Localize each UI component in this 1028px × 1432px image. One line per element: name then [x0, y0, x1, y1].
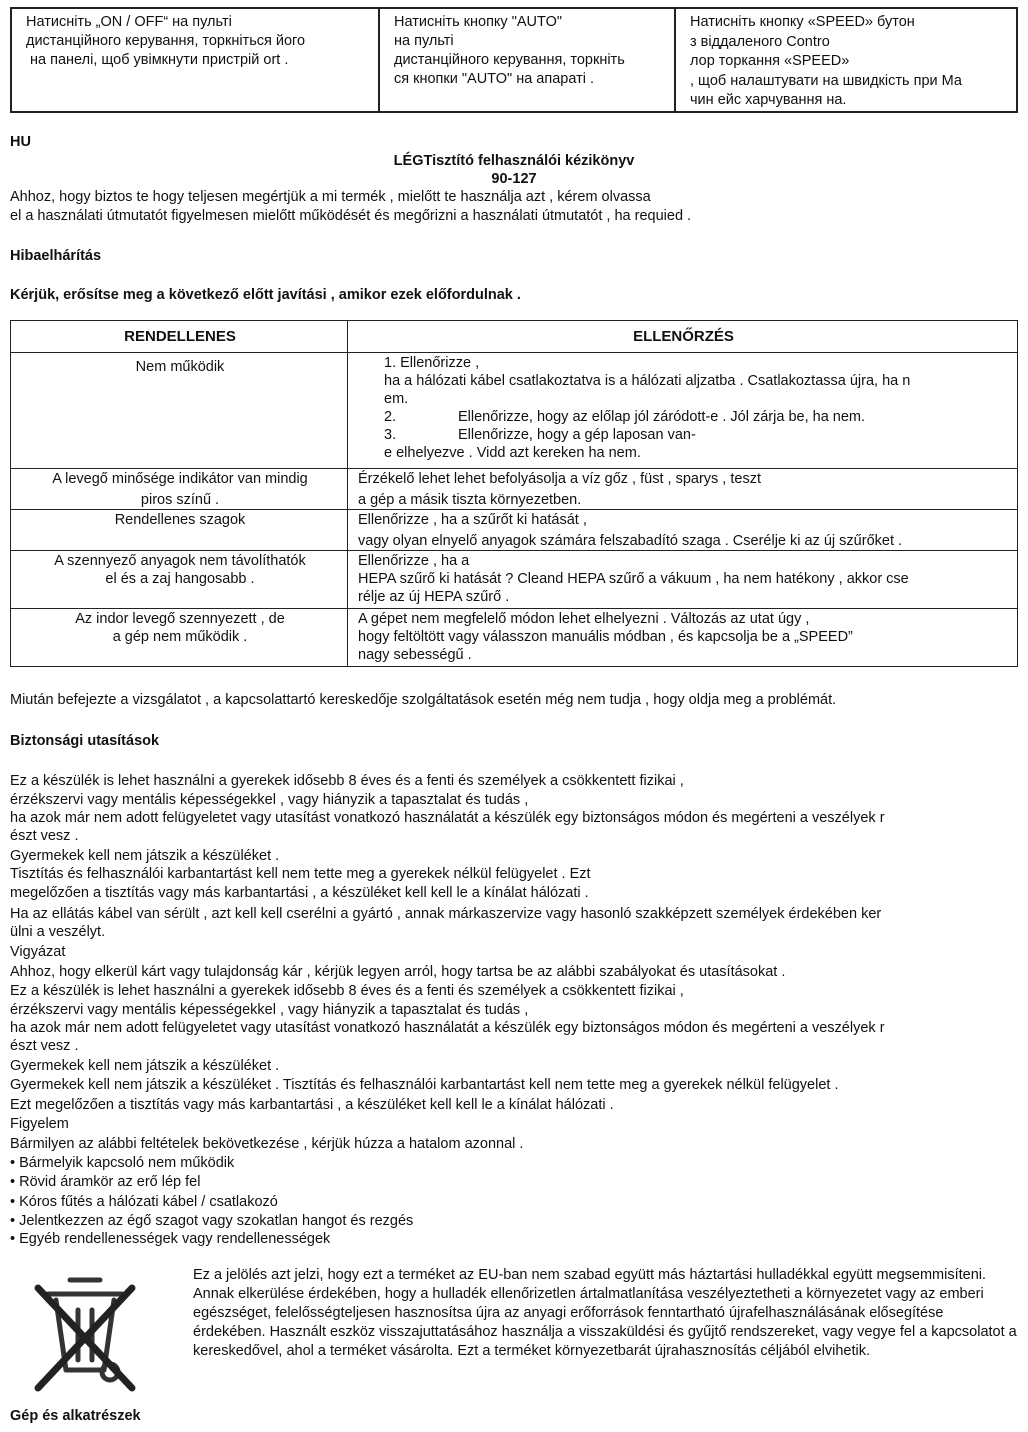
- parts-heading: Gép és alkatrészek: [10, 1408, 141, 1424]
- text-line: el és a zaj hangosabb .: [105, 571, 255, 587]
- text-line: дистанційного керування, торкніться його: [26, 33, 306, 49]
- text-line: hogy feltöltött vagy válasszon manuális módban , és kapcsolja be a „SPEED”: [358, 629, 853, 645]
- instruction-table: [10, 7, 1018, 113]
- text-line: Az indor levegő szennyezett , de: [75, 611, 285, 627]
- safety-line: • Egyéb rendellenességek vagy rendellenességek: [10, 1231, 331, 1247]
- text-line: Ellenőrizze, hogy az előlap jól záródott-e . Jól zárja be, ha nem.: [458, 409, 866, 425]
- text-line: з віддаленого Contro: [690, 33, 830, 50]
- text-line: e elhelyezve . Vidd azt kereken ha nem.: [384, 445, 641, 461]
- text-line: ha a hálózati kábel csatlakoztatva is a hálózati aljzatba . Csatlakoztassa újra, ha n: [384, 373, 911, 389]
- safety-line: • Jelentkezzen az égő szagot vagy szokatlan hangot és rezgés: [10, 1213, 414, 1229]
- list-number: 2.: [384, 409, 397, 425]
- safety-line: • Rövid áramkör az erő lép fel: [10, 1174, 201, 1190]
- problem-cell: Nem működik: [11, 353, 348, 469]
- text-line: Érzékelő lehet lehet befolyásolja a víz gőz , füst , sparys , teszt: [358, 471, 761, 487]
- text-line: лор торкання «SPEED»: [690, 53, 850, 69]
- safety-line: Gyermekek kell nem játszik a készüléket .: [10, 848, 280, 864]
- model-number: 90-127: [491, 171, 537, 187]
- page-title: LÉGTisztító felhasználói kézikönyv: [393, 153, 635, 169]
- text-line: Натисніть кнопку «SPEED» бутон: [690, 14, 915, 30]
- safety-line: Ha az ellátás kábel van sérült , azt kell kell cserélni a gyártó , annak márkaszervize vagy hasonló szakképzett személyek érdekében ker: [10, 906, 882, 922]
- check-cell: [348, 609, 1018, 667]
- after-check-note: Miután befejezte a vizsgálatot , a kapcsolattartó kereskedője szolgáltatások esetén még nem tudja , hogy oldja meg a problémát.: [10, 692, 837, 708]
- safety-line: • Bármelyik kapcsoló nem működik: [10, 1155, 235, 1171]
- check-cell: [348, 510, 1018, 551]
- text-line: nagy sebességű .: [358, 647, 472, 663]
- text-line: Ellenőrizze , ha a szűrőt ki hatását ,: [358, 512, 587, 528]
- safety-line: Tisztítás és felhasználói karbantartást kell nem tette meg a gyerekek nélkül felügyelet . Ezt: [10, 866, 591, 882]
- text-line: vagy olyan elnyelő anyagok számára felszabadító szaga . Cserélje ki az új szűrőket .: [358, 533, 903, 549]
- table-row: [11, 510, 1018, 551]
- header-problem: RENDELLENES: [11, 321, 348, 353]
- instruction-cell-speed: [675, 8, 1017, 112]
- safety-line: Ez a készülék is lehet használni a gyerekek idősebb 8 éves és a fenti és személyek a csökkentett fizikai ,: [10, 983, 684, 999]
- safety-line: ha azok már nem adott felügyeletet vagy utasítást vonatkozó használatát a készülék egy biztonságos módon és megérteni a veszélyek r: [10, 1020, 885, 1036]
- safety-line: észt vesz .: [10, 828, 79, 844]
- intro-line: Ahhoz, hogy biztos te hogy teljesen megértjük a mi termék , mielőtt te használja azt , kérem olvassa: [10, 189, 651, 205]
- intro-line: el a használati útmutatót figyelmesen mielőtt működését és megőrizni a használati útmutatót , ha requied .: [10, 208, 692, 224]
- safety-line: Ezt megelőzően a tisztítás vagy más karbantartási , a készüléket kell kell le a kínálat hálózati .: [10, 1097, 614, 1113]
- text-line: Натисніть „ON / OFF“ на пульті: [26, 14, 232, 30]
- check-cell: [348, 353, 1018, 469]
- safety-line: megelőzően a tisztítás vagy más karbantartási , a készüléket kell kell le a kínálat hálózati .: [10, 885, 589, 901]
- text-line: на панелі, щоб увімкнути пристрій ort .: [26, 52, 289, 68]
- troubleshooting-heading: Hibaelhárítás: [10, 248, 102, 264]
- safety-line: ha azok már nem adott felügyeletet vagy utasítást vonatkozó használatát a készülék egy biztonságos módon és megérteni a veszélyek r: [10, 810, 885, 826]
- table-row: [11, 609, 1018, 667]
- text-line: дистанційного керування, торкніть: [394, 52, 625, 68]
- text-line: A gépet nem megfelelő módon lehet elhelyezni . Változás az utat úgy ,: [358, 611, 810, 627]
- text-line: Ellenőrizze, hogy a gép laposan van-: [458, 427, 696, 443]
- text-line: , щоб налаштувати на швидкість при Ма: [690, 72, 962, 89]
- text-line: em.: [384, 391, 409, 407]
- confirm-line: Kérjük, erősítse meg a következő előtt javítási , amikor ezek előfordulnak .: [10, 287, 521, 303]
- safety-line: Vigyázat: [10, 944, 66, 960]
- text-line: Натисніть кнопку "AUTO": [394, 14, 563, 30]
- table-row: [11, 469, 1018, 510]
- text-line: rélje az új HEPA szűrő .: [358, 589, 510, 605]
- problem-cell: [11, 551, 348, 609]
- safety-line: Gyermekek kell nem játszik a készüléket . Tisztítás és felhasználói karbantartást kell nem tette meg a gyerekek nélkül felügyelet .: [10, 1077, 839, 1093]
- language-code: HU: [10, 134, 31, 150]
- text-line: a gép nem működik .: [112, 629, 248, 645]
- text-line: на пульті: [394, 33, 454, 49]
- safety-line: érzékszervi vagy mentális képességekkel , vagy hiányzik a tapasztalat és tudás ,: [10, 792, 529, 808]
- safety-line: érzékszervi vagy mentális képességekkel , vagy hiányzik a tapasztalat és tudás ,: [10, 1002, 529, 1018]
- table-row: [11, 551, 1018, 609]
- text-line: piros színű .: [140, 492, 220, 508]
- text-line: a gép a másik tiszta környezetben.: [358, 492, 582, 508]
- weee-disposal-note: Ez a jelölés azt jelzi, hogy ezt a terméket az EU-ban nem szabad együtt más háztartási hulladékkal együtt megsemmisíteni. Annak elkerülése érdekében, hogy a hulladék ellenőrizetlen ártalmatlanítása veszélyeztetheti a környezetet vagy az emberi egészséget, felelősségteljesen hasznosítsa újra az anyagi erőforrások fenntartható újrafelhasználásának elősegítése érdekében. Használt eszköz visszajuttatásához használja a visszaküldési és gyűjtő rendszereket, vagy vegye fel a kapcsolatot a kereskedővel, ahol a terméket vásárolta. Ezt a terméket környezetbarát újrahasznosítás céljából elvihetik.: [193, 1267, 1017, 1359]
- safety-line: Ez a készülék is lehet használni a gyerekek idősebb 8 éves és a fenti és személyek a csökkentett fizikai ,: [10, 773, 684, 789]
- crossed-out-bin-icon: [30, 1270, 140, 1400]
- text-line: HEPA szűrő ki hatását ? Cleand HEPA szűrő a vákuum , ha nem hatékony , akkor cse: [358, 571, 909, 587]
- safety-line: Bármilyen az alábbi feltételek bekövetkezése , kérjük húzza a hatalom azonnal .: [10, 1136, 524, 1152]
- instruction-cell-auto: [379, 8, 675, 112]
- safety-heading: Biztonsági utasítások: [10, 733, 160, 749]
- problem-cell: Rendellenes szagok: [11, 510, 348, 551]
- troubleshooting-table: [10, 320, 1018, 667]
- safety-line: Gyermekek kell nem játszik a készüléket .: [10, 1058, 280, 1074]
- problem-cell: [11, 609, 348, 667]
- problem-cell: [11, 469, 348, 510]
- list-number: 3.: [384, 427, 397, 443]
- text-line: Ellenőrizze ,: [400, 355, 480, 371]
- safety-line: • Kóros fűtés a hálózati kábel / csatlakozó: [10, 1194, 278, 1210]
- safety-line: Ahhoz, hogy elkerül kárt vagy tulajdonság kár , kérjük legyen arról, hogy tartsa be az alábbi szabályokat és utasításokat .: [10, 964, 786, 980]
- text-line: ся кнопки "AUTO" на апараті .: [394, 71, 595, 87]
- text-line: A levegő minősége indikátor van mindig: [52, 471, 308, 487]
- check-cell: [348, 469, 1018, 510]
- text-line: чин ейс харчування на.: [690, 92, 847, 108]
- safety-line: észt vesz .: [10, 1038, 79, 1054]
- safety-line: ülni a veszélyt.: [10, 924, 106, 940]
- text-line: A szennyező anyagok nem távolíthatók: [54, 553, 306, 569]
- text-line: Ellenőrizze , ha a: [358, 553, 470, 569]
- header-check: ELLENŐRZÉS: [348, 321, 1018, 353]
- table-row: [11, 353, 1018, 469]
- table-header-row: [11, 321, 1018, 353]
- safety-line: Figyelem: [10, 1116, 69, 1132]
- instruction-cell-onoff: [11, 8, 379, 112]
- check-cell: [348, 551, 1018, 609]
- list-number: 1.: [384, 355, 397, 371]
